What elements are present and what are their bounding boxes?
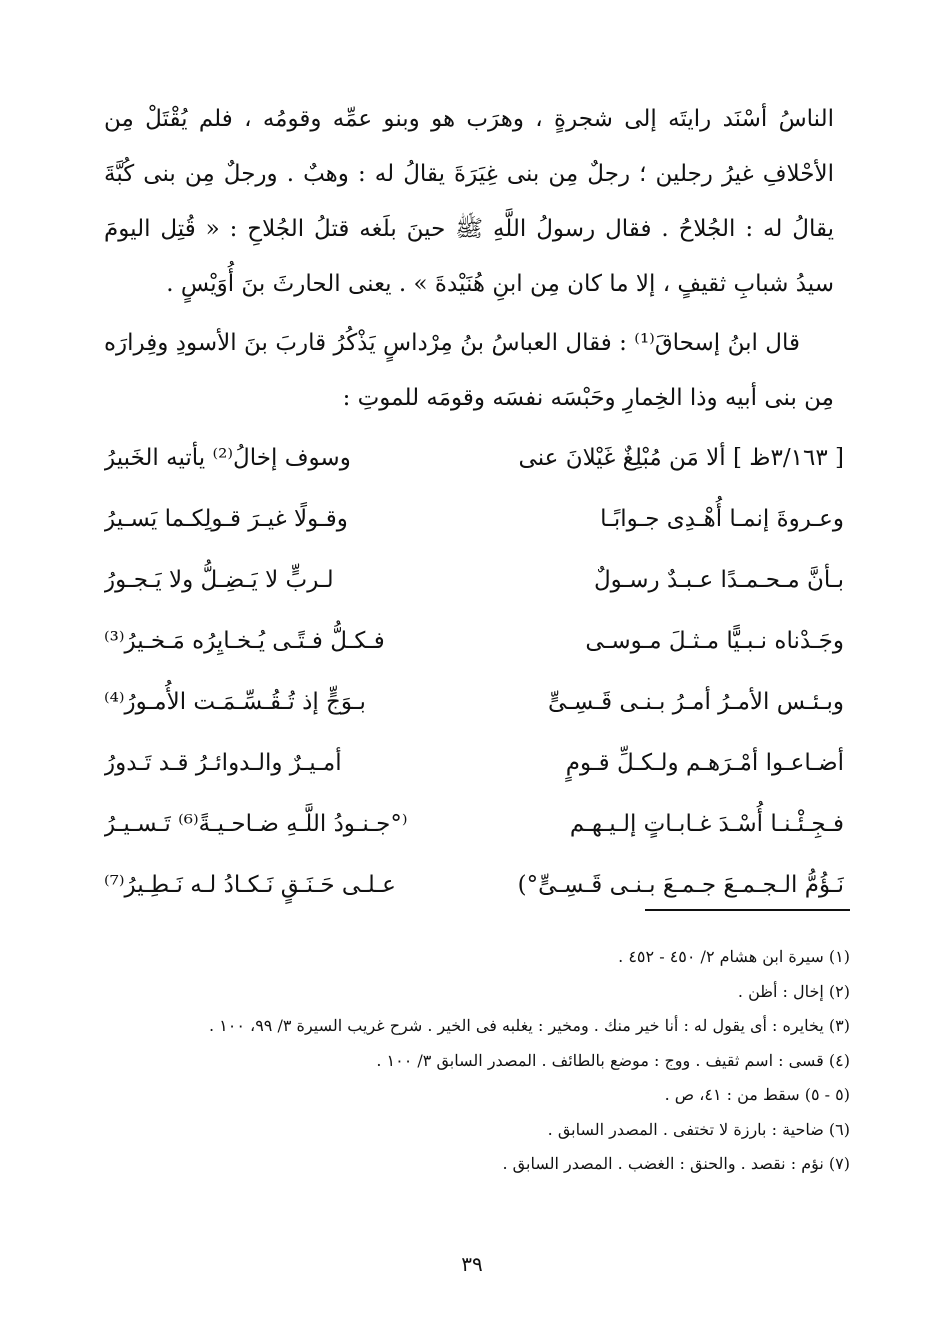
footnote: (٦) ضاحية : بارزة لا تختفى . المصدر السابق . (547, 1119, 850, 1139)
poem-verse (104, 733, 844, 794)
verse-first-hemistich: وجَـدْناه نـبـيًّا مـثـلَ مـوسـى (585, 628, 844, 654)
verse-second-hemistich: عـلـى حَـنَـقٍ نَـكـادُ لـه نَـطِـيرُ⁽⁷⁾ (104, 872, 396, 898)
verse-second-hemistich: ⁽°جـنـودُ اللَّـهِ ضـاحـيـةً⁽⁶⁾ تَـسـيـرُ (104, 811, 408, 837)
poem-verse (104, 550, 844, 611)
verse-first-hemistich: أضـاعـوا أمْـرَهـم ولـكـلِّ قـومٍ (565, 750, 844, 776)
poem-verse (104, 428, 844, 489)
poem-verse (104, 611, 844, 672)
paragraph-1: الناسُ أسْنَد رايتَه إلى شجرةٍ ، وهرَب هو وبنو عمِّه وقومُه ، فلم يُقْتَلْ مِن الأحْلافِ غيرُ رجلين ؛ رجلٌ مِن بنى غِيَرَةَ يقالُ له : وهبٌ . ورجلٌ مِن بنى كُبَّةَ يقالُ له : الجُلاحُ . فقال رسولُ اللَّهِ ﷺ حينَ بلَغه قتلُ الجُلاحِ : « قُتِل اليومَ سيدُ شبابِ ثقيفٍ ، إلا ما كان مِن ابنِ هُنَيْدةَ » . يعنى الحارثَ بنَ أُوَيْسٍ . (104, 106, 834, 297)
poem-verse (104, 794, 844, 855)
poem-verse (104, 489, 844, 550)
poem-verse (104, 855, 844, 916)
verse-first-hemistich: وعـروةَ إنمـا أُهْـدِى جـوابًـا (600, 506, 844, 532)
footnotes (90, 940, 850, 1182)
footnote: (٥ - ٥) سقط من : ٤١، ص . (664, 1085, 850, 1104)
verse-second-hemistich: لـربٍّ لا يَـضِـلُّ ولا يَـجـورُ (104, 567, 334, 593)
verse-second-hemistich: فـكـلُّ فـتًـى يُـخـايِرُه مَـخـيرُ⁽³⁾ (104, 628, 385, 654)
footnote-divider (645, 909, 850, 911)
main-text (104, 92, 834, 426)
page-number: ٣٩ (461, 1252, 483, 1276)
verse-second-hemistich: بـوَجٍّ إذ تُـقُـسِّـمَـت الأُمـورُ⁽⁴⁾ (104, 689, 366, 715)
footnote: (٢) إخال : أظن . (737, 981, 850, 1001)
verse-second-hemistich: وقـولًا غيـرَ قـولِكـما يَسـيرُ (104, 506, 348, 532)
footnote: (٤) قسى : اسم ثقيف . ووج : موضع بالطائف . المصدر السابق ٣/ ١٠٠ . (376, 1050, 850, 1070)
verse-first-hemistich: وبـئـس الأمـرُ أمـرُ بـنـى قَـسِـىٍّ (547, 689, 844, 715)
verse-first-hemistich: بـأنَّ مـحـمـدًا عـبـدٌ رسـولٌ (593, 567, 844, 593)
verse-first-hemistich: فـجِـئْـنـا أُسْـدَ غـابـاتٍ إلـيـهـم (569, 811, 844, 837)
poem (104, 428, 844, 916)
verse-second-hemistich: وسوف إخالُ⁽²⁾ يأتيه الخَبيرُ (104, 445, 351, 471)
poem-verse (104, 672, 844, 733)
paragraph-2: قال ابنُ إسحاقَ⁽¹⁾ : فقال العباسُ بنُ مِرْداسٍ يَذْكُرُ قاربَ بنَ الأسودِ وفِرارَه مِن بنى أبيه وذا الخِمارِ وحَبْسَه نفسَه وقومَه للموتِ : (104, 330, 834, 411)
verse-first-hemistich: [ ٣/١٦٣ظ ] ألا مَن مُبْلِغٌ غَيْلانَ عنى (518, 445, 844, 471)
footnote: (٧) نؤم : نقصد . والحنق : الغضب . المصدر السابق . (502, 1154, 850, 1173)
footnote: (٣) يخايره : أى يقول له : أنا خير منك . ومخير : يغلبه فى الخير . شرح غريب السيرة ٣/ ٩٩، ١٠٠ . (209, 1016, 850, 1035)
footnote: (١) سيرة ابن هشام ٢/ ٤٥٠ - ٤٥٢ . (618, 947, 850, 966)
verse-first-hemistich: نَـؤُمُّ الـجـمـعَ جـمـعَ بـنـى قَـسِـىٍّ°) (517, 872, 844, 898)
verse-second-hemistich: أمـيـرٌ والـدوائـرُ قـد تَـدورُ (104, 750, 342, 776)
